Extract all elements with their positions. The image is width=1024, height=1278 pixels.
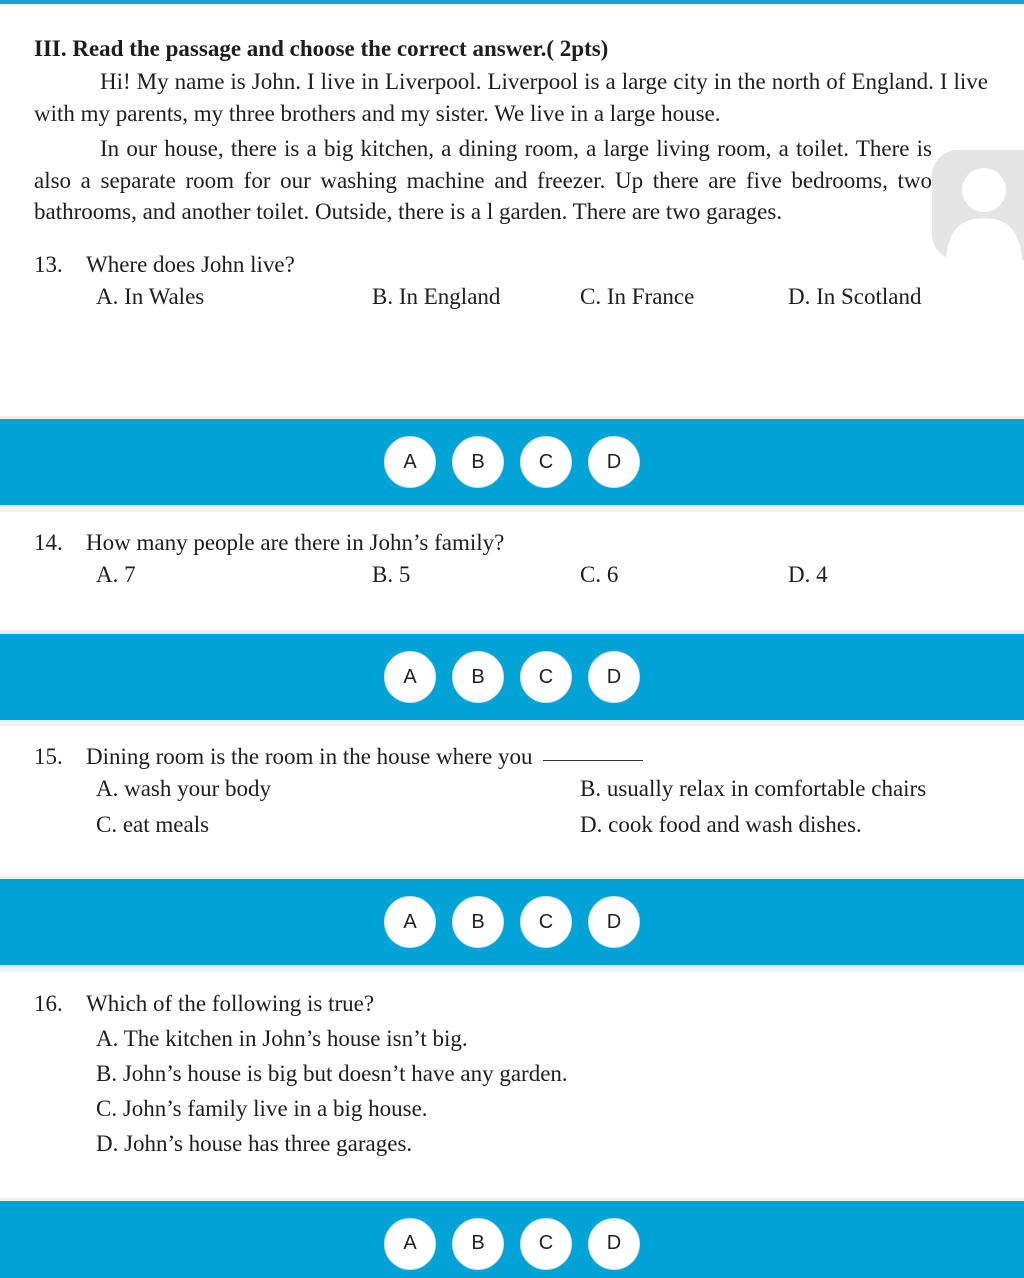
question-14-panel [0,512,1024,630]
question-text: Where does John live? [86,251,295,277]
answer-bar-15 [0,879,1024,965]
question-number: 15. [34,744,63,769]
answer-c-button[interactable]: C [520,896,572,948]
option-d: D. In Scotland [788,283,922,309]
option-c: C. 6 [580,562,619,587]
answer-b-button[interactable]: B [452,1218,504,1270]
answer-bar-16 [0,1201,1024,1278]
question-number: 14. [34,530,63,555]
answer-bar-14 [0,634,1024,720]
question-15-panel [0,726,1024,876]
option-a: A. The kitchen in John’s house isn’t big. [96,1026,468,1051]
question-16 [34,989,994,1019]
passage-panel [0,6,1024,416]
question-text: How many people are there in John’s family? [86,530,505,555]
answer-d-button[interactable]: D [588,896,640,948]
answer-a-button[interactable]: A [384,896,436,948]
section-heading: III. Read the passage and choose the correct answer.( 2pts) [34,36,609,61]
answer-d-button[interactable]: D [588,1218,640,1270]
question-14 [34,528,994,558]
answer-a-button[interactable]: A [384,436,436,488]
question-15-options-row-2 [34,812,994,848]
answer-b-button[interactable]: B [452,896,504,948]
question-13 [34,250,994,280]
option-b: B. John’s house is big but doesn’t have any garden. [96,1061,568,1086]
user-silhouette-icon [932,150,1024,260]
question-15-options-row-1 [34,776,994,812]
passage-paragraph-2: In our house, there is a big kitchen, a dining room, a large living room, a toilet. There is also a separate room for our washing machine and freezer. Up there are five bedrooms, two bathrooms, and another toilet. Outside, there is a l garden. There are two garages. [34,136,932,224]
question-15 [34,742,994,772]
answer-d-button[interactable]: D [588,436,640,488]
option-c: C. John’s family live in a big house. [96,1096,428,1121]
answer-c-button[interactable]: C [520,436,572,488]
question-14-options [34,562,994,596]
option-a: A. wash your body [96,776,272,801]
question-text: Dining room is the room in the house where you [86,744,533,769]
answer-a-button[interactable]: A [384,1218,436,1270]
question-13-options [34,284,994,318]
answer-b-button[interactable]: B [452,651,504,703]
option-d: D. John’s house has three garages. [96,1131,413,1156]
answer-c-button[interactable]: C [520,1218,572,1270]
avatar[interactable] [932,150,1024,260]
option-c: C. eat meals [96,812,210,837]
question-number: 13. [34,251,63,277]
answer-b-button[interactable]: B [452,436,504,488]
answer-blank [543,742,643,761]
answer-a-button[interactable]: A [384,651,436,703]
top-accent-line [0,0,1024,4]
option-a: A. In Wales [96,283,205,309]
option-d: D. cook food and wash dishes. [580,812,862,837]
question-text: Which of the following is true? [86,991,375,1016]
answer-d-button[interactable]: D [588,651,640,703]
option-d: D. 4 [788,562,828,587]
option-b: B. 5 [372,562,411,587]
answer-c-button[interactable]: C [520,651,572,703]
passage-paragraph-1: Hi! My name is John. I live in Liverpool. Liverpool is a large city in the north of England. I live with my parents, my three brothers and my sister. We live in a large house. [34,69,988,126]
option-c: C. In France [580,283,695,309]
option-b: B. usually relax in comfortable chairs [580,776,927,801]
question-number: 16. [34,991,63,1016]
option-b: B. In England [372,283,501,309]
question-16-panel [0,972,1024,1198]
option-a: A. 7 [96,562,136,587]
answer-bar-13 [0,419,1024,505]
